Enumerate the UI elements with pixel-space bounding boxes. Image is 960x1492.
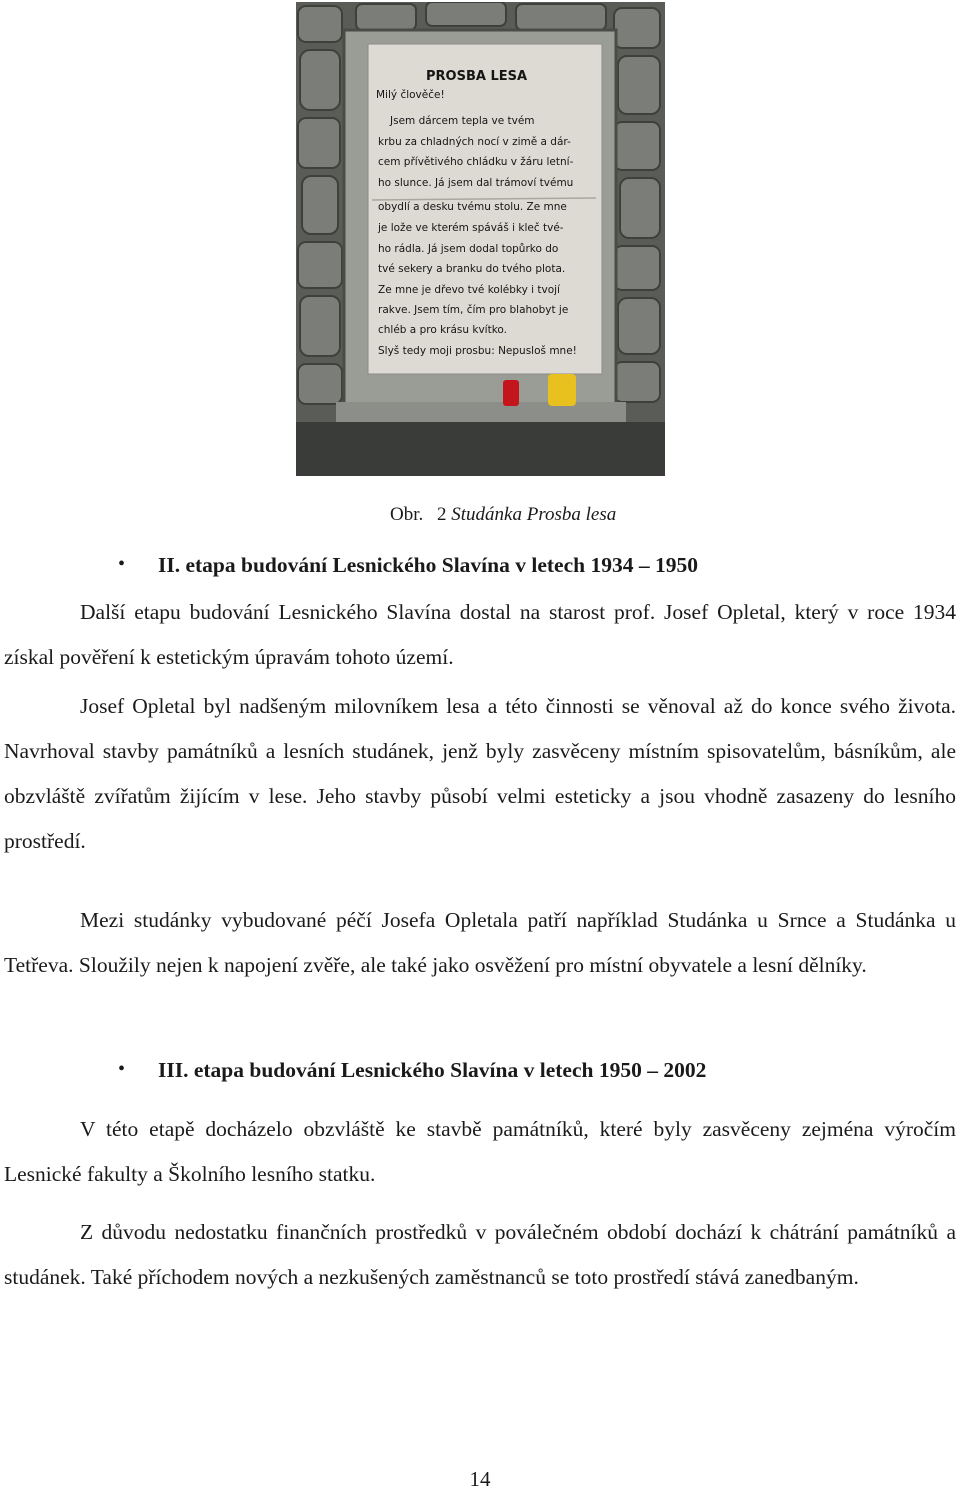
paragraph-text: V této etapě docházelo obzvláště ke stavbě památníků, které byly zasvěceny zejména výročím Lesnické fakulty a Školního lesního statku. <box>4 1117 956 1186</box>
plaque-line: tvé sekery a branku do tvého plota. <box>378 263 566 275</box>
caption-number: 2 <box>437 504 447 525</box>
plaque-line: je lože ve kterém spáváš i kleč tvé- <box>378 222 564 234</box>
paragraph-text: Z důvodu nedostatku finančních prostředků v poválečném období dochází k chátrání památníků a studánek. Také příchodem nových a nezkušených zaměstnanců se toto prostředí stává zanedbaným. <box>4 1220 956 1289</box>
paragraph <box>4 898 956 988</box>
plaque-title: PROSBA LESA <box>426 69 528 84</box>
section-heading-text: II. etapa budování Lesnického Slavína v letech 1934 – 1950 <box>158 553 698 577</box>
paragraph-text: Další etapu budování Lesnického Slavína dostal na starost prof. Josef Opletal, který v roce 1934 získal pověření k estetickým úpravám tohoto území. <box>4 600 956 669</box>
plaque-line: Ze mne je dřevo tvé kolébky i tvojí <box>378 284 560 296</box>
caption-title: Studánka Prosba lesa <box>451 504 617 525</box>
plaque-line: Jsem dárcem tepla ve tvém <box>390 115 535 127</box>
paragraph-text: Josef Opletal byl nadšeným milovníkem lesa a této činnosti se věnoval až do konce svého života. Navrhoval stavby památníků a lesních studánek, jenž byly zasvěceny místním spisovatelům, básníkům, ale obzvláště zvířatům žijícím v lese. Jeho stavby působí velmi esteticky a jsou vhodně zasazeny do lesního prostředí. <box>4 694 956 853</box>
plaque-line: ho rádla. Já jsem dodal topůrko do <box>378 243 559 255</box>
caption-label: Obr. <box>390 504 424 525</box>
bullet-marker: • <box>118 553 126 575</box>
plaque-line: rakve. Jsem tím, čím pro blahobyt je <box>378 304 569 316</box>
page-number: 14 <box>469 1467 491 1491</box>
plaque-line: ho slunce. Já jsem dal trámoví tvému <box>378 177 574 189</box>
paragraph-text: Mezi studánky vybudované péčí Josefa Opletala patří například Studánka u Srnce a Studánka u Tetřeva. Sloužily nejen k napojení zvěře, ale také jako osvěžení pro místní obyvatele a lesní dělníky. <box>4 908 956 977</box>
figure-caption <box>390 504 616 526</box>
paragraph <box>4 1107 956 1197</box>
figure-photo-plaque <box>296 2 665 476</box>
plaque-line: Slyš tedy moji prosbu: Nepusloš mne! <box>378 345 577 357</box>
paragraph <box>4 684 956 864</box>
bullet-marker: • <box>118 1058 126 1080</box>
paragraph <box>4 590 956 680</box>
plaque-line: Milý člověče! <box>376 89 445 101</box>
plaque-line: cem přívětivého chládku v žáru letní- <box>378 156 574 168</box>
section-heading-text: III. etapa budování Lesnického Slavína v letech 1950 – 2002 <box>158 1058 707 1082</box>
plaque-line: obydlí a desku tvému stolu. Ze mne <box>378 201 567 213</box>
plaque-line: krbu za chladných nocí v zimě a dár- <box>378 136 571 148</box>
paragraph <box>4 1210 956 1300</box>
plaque-line: chléb a pro krásu kvítko. <box>378 324 507 336</box>
